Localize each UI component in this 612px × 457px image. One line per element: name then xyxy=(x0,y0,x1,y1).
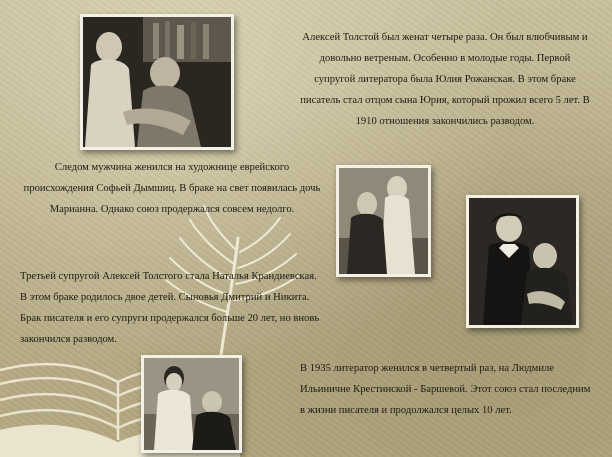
paragraph-third-marriage: Третьей супругой Алексей Толстого стала Наталья Крандиевская. В этом браке родилось двое детей. Сыновья Дмитрий и Никита. Брак писателя и его супруги продержался больше 20 лет, но вновь закончился разводом. xyxy=(20,271,320,345)
photo-second-wife xyxy=(336,165,431,277)
paragraph-fourth-marriage: В 1935 литератор женился в четвертый раз, на Людмиле Ильиничне Крестинской - Баршевой. Этот союз стал последним в жизни писателя и продолжался целых 10 лет. xyxy=(300,363,591,416)
photo-tolstoy-with-wife xyxy=(80,14,234,150)
photo-image xyxy=(83,17,231,147)
photo-fourth-wife xyxy=(141,355,242,453)
photo-image xyxy=(144,358,239,450)
photo-image xyxy=(469,198,576,325)
paragraph-second-marriage: Следом мужчина женился на художнице еврейского происхождения Софьей Дымшиц. В браке на свет появилась дочь Марианна. Однако союз продержался совсем недолго. xyxy=(23,162,321,215)
photo-image xyxy=(339,168,428,274)
paragraph-first-marriage: Алексей Толстой был женат четыре раза. Он был влюбчивым и довольно ветреным. Особенно в молодые годы. Первой супругой литератора была Юлия Рожанская. В этом браке писатель стал отцом сына Юрия, который прожил всего 5 лет. В 1910 отношения закончились разводом. xyxy=(300,32,590,127)
photo-third-wife xyxy=(466,195,579,328)
